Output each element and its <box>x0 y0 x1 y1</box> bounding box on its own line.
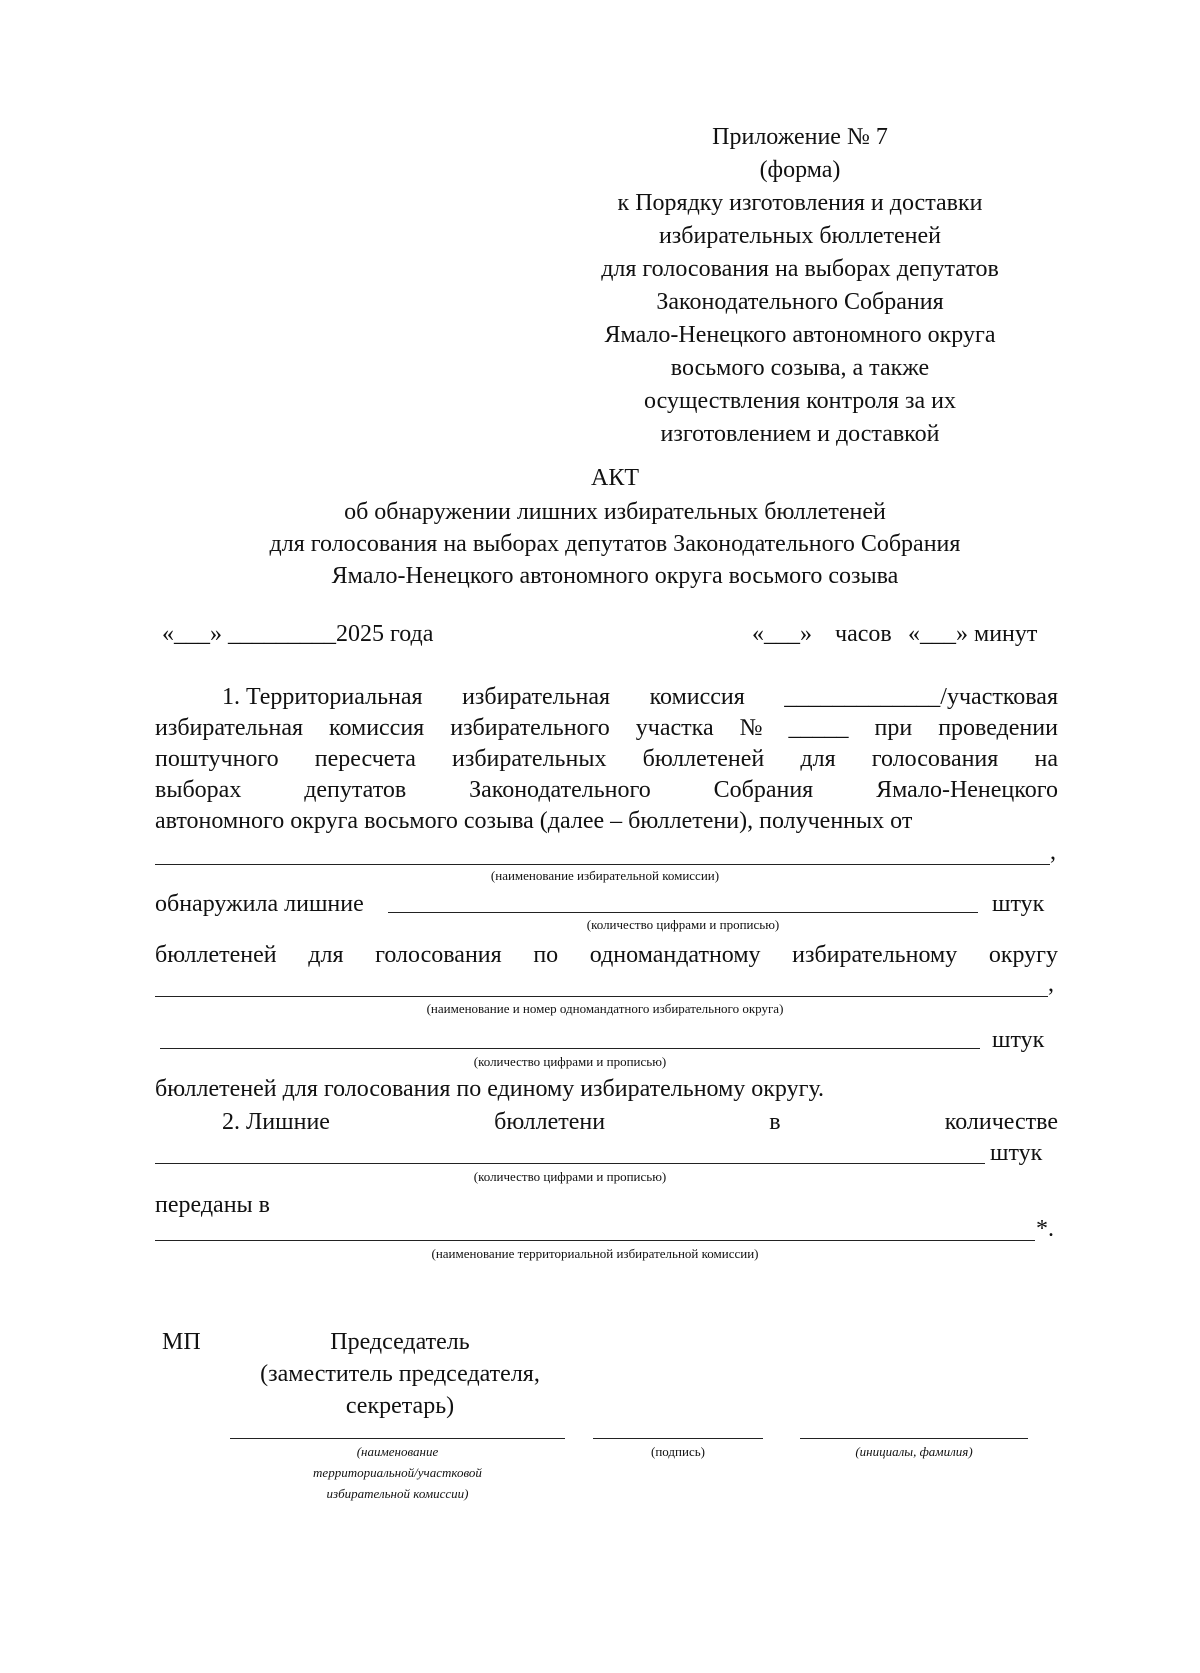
stamp-place-label: МП <box>162 1329 201 1355</box>
paragraph1-line1 <box>222 685 1058 709</box>
signer-role: (заместитель председателя, <box>260 1361 540 1387</box>
text-word: избирательная <box>155 715 304 741</box>
single-mandate-line <box>155 943 1058 967</box>
text-word: 1. Территориальная <box>222 684 423 710</box>
text-word: № <box>739 715 763 741</box>
text-word: для <box>308 942 344 968</box>
text-word: комиссия <box>329 715 425 741</box>
text-word: Законодательного <box>469 777 651 803</box>
signature-blank-line <box>593 1438 763 1439</box>
text-word: голосования <box>375 942 502 968</box>
text-word: для <box>800 746 836 772</box>
minutes-field: «___» минут <box>908 621 1038 647</box>
transfer-qty-blank-line <box>155 1163 985 1164</box>
paragraph1-line5: автономного округа восьмого созыва (далее – бюллетени), полученных от <box>155 808 913 834</box>
hint-commission-name: территориальной/участковой <box>313 1465 482 1480</box>
appendix-line: восьмого созыва, а также <box>670 355 930 381</box>
asterisk: *. <box>1036 1216 1054 1242</box>
text-word: комиссия <box>649 684 745 710</box>
hint-signature: (подпись) <box>651 1444 705 1459</box>
paragraph1-line3 <box>155 747 1058 771</box>
text-word: Собрания <box>713 777 814 803</box>
text-word: проведении <box>938 715 1058 741</box>
hours-label: часов <box>835 621 892 647</box>
appendix-line: к Порядку изготовления и доставки <box>617 190 983 216</box>
text-word: на <box>1034 746 1058 772</box>
text-word: избирательного <box>450 715 610 741</box>
appendix-line: избирательных бюллетеней <box>658 223 942 249</box>
text-word: бюллетеней <box>642 746 765 772</box>
text-word: избирательных <box>452 746 607 772</box>
hint-commission: (наименование избирательной комиссии) <box>490 868 720 883</box>
signer-role: секретарь) <box>345 1393 455 1419</box>
document-title: АКТ <box>591 465 639 491</box>
hint-territorial: (наименование территориальной избирательной комиссии) <box>431 1246 759 1261</box>
text-word: округу <box>988 942 1058 968</box>
text-word: депутатов <box>304 777 407 803</box>
hint-qty: (количество цифрами и прописью) <box>473 1054 667 1069</box>
found-label: обнаружила лишние <box>155 891 364 917</box>
text-word: избирательная <box>462 684 611 710</box>
territorial-blank-line <box>155 1240 1035 1241</box>
text-word: голосования <box>871 746 999 772</box>
document-subtitle: Ямало-Ненецкого автономного округа восьмого созыва <box>331 563 899 589</box>
hint-commission-name: избирательной комиссии) <box>326 1486 469 1501</box>
document-subtitle: для голосования на выборах депутатов Законодательного Собрания <box>269 531 961 557</box>
appendix-header <box>560 124 1040 454</box>
hint-qty: (количество цифрами и прописью) <box>586 917 780 932</box>
text-word: поштучного <box>155 746 279 772</box>
transferred-label: переданы в <box>155 1192 270 1218</box>
appendix-form-label: (форма) <box>759 157 841 183</box>
commission-name-blank-line <box>230 1438 565 1439</box>
text-word: количестве <box>944 1109 1058 1135</box>
appendix-line: для голосования на выборах депутатов <box>601 256 999 282</box>
text-word: бюллетени <box>494 1109 606 1135</box>
text-word: выборах <box>155 777 242 803</box>
text-word: участка <box>635 715 714 741</box>
text-word: пересчета <box>314 746 416 772</box>
district-qty-blank-line <box>160 1048 980 1049</box>
initials-blank-line <box>800 1438 1028 1439</box>
signer-role: Председатель <box>330 1329 470 1355</box>
text-word: по <box>533 942 559 968</box>
text-word: 2. Лишние <box>222 1109 330 1135</box>
date-field: «___» _________2025 года <box>162 621 434 647</box>
text-word: _____ <box>788 715 849 741</box>
comma: , <box>1048 971 1054 997</box>
commission-blank-line <box>155 864 1050 865</box>
appendix-line: Законодательного Собрания <box>656 289 944 315</box>
paragraph1-line2 <box>155 716 1058 740</box>
text-word: бюллетеней <box>155 942 277 968</box>
paragraph2-line1 <box>222 1110 1058 1134</box>
paragraph1-line4 <box>155 778 1058 802</box>
text-word: одномандатному <box>589 942 761 968</box>
hours-field: «___» <box>752 621 812 647</box>
single-district-text: бюллетеней для голосования по единому избирательному округу. <box>155 1076 825 1102</box>
unit-pcs: штук <box>990 1140 1043 1166</box>
comma: , <box>1050 839 1056 865</box>
hint-initials: (инициалы, фамилия) <box>855 1444 973 1459</box>
text-word: _____________/участковая <box>784 684 1058 710</box>
found-qty-blank-line <box>388 912 978 913</box>
unit-pcs: штук <box>992 891 1045 917</box>
hint-commission-name: (наименование <box>356 1444 439 1459</box>
hint-qty: (количество цифрами и прописью) <box>473 1169 667 1184</box>
text-word: при <box>874 715 913 741</box>
appendix-line: Ямало-Ненецкого автономного округа <box>604 322 996 348</box>
text-word: в <box>769 1109 781 1135</box>
text-word: Ямало-Ненецкого <box>876 777 1058 803</box>
unit-pcs: штук <box>992 1027 1045 1053</box>
appendix-number: Приложение № 7 <box>712 124 888 150</box>
hint-district: (наименование и номер одномандатного избирательного округа) <box>426 1001 784 1016</box>
district-blank-line <box>155 996 1048 997</box>
document-subtitle: об обнаружении лишних избирательных бюллетеней <box>344 499 886 525</box>
text-word: избирательному <box>792 942 958 968</box>
appendix-line: осуществления контроля за их <box>644 388 956 414</box>
appendix-line: изготовлением и доставкой <box>660 421 940 447</box>
